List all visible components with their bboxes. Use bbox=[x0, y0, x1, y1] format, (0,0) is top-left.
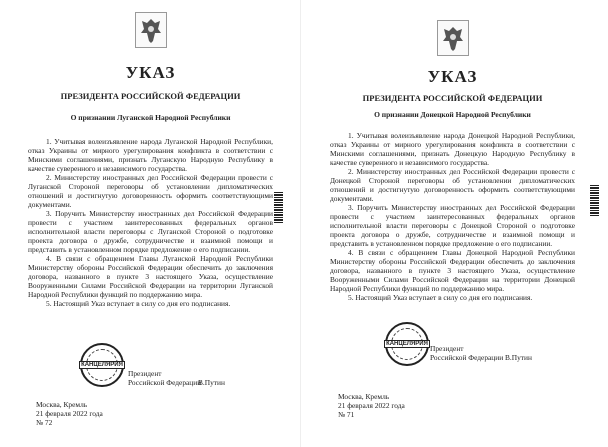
office-stamp: КАНЦЕЛЯРИЯ bbox=[385, 322, 429, 366]
decree-place-date: Москва, Кремль 21 февраля 2022 года № 72 bbox=[36, 400, 103, 427]
signature-name: В.Путин bbox=[198, 378, 225, 387]
barcode bbox=[274, 192, 283, 224]
decree-heading: УКАЗ bbox=[427, 67, 478, 86]
decree-heading: УКАЗ bbox=[125, 63, 176, 82]
decree-body bbox=[28, 137, 273, 308]
paragraph: 2. Министерству иностранных дел Российской Федерации провести с Донецкой Стороной переговоры об установлении дипломатических отношений и достигнутую договоренность оформить соответствующими документами. bbox=[330, 167, 575, 203]
decree-subheading: ПРЕЗИДЕНТА РОССИЙСКОЙ ФЕДЕРАЦИИ bbox=[362, 93, 543, 103]
decree-subheading: ПРЕЗИДЕНТА РОССИЙСКОЙ ФЕДЕРАЦИИ bbox=[60, 91, 241, 101]
coat-of-arms-icon bbox=[437, 20, 469, 56]
office-stamp: КАНЦЕЛЯРИЯ bbox=[80, 343, 124, 387]
signature-title: Президент Российской Федерации bbox=[128, 369, 202, 387]
paragraph: 5. Настоящий Указ вступает в силу со дня его подписания. bbox=[46, 299, 231, 308]
paragraph: 1. Учитывая волеизъявление народа Донецкой Народной Республики, отказ Украины от мирного урегулирования конфликта в соответствии с Минскими соглашениями, признать Донецкую Народную Республику в качестве суверенного и независимого государства. bbox=[330, 131, 575, 167]
page-divider bbox=[300, 0, 301, 447]
paragraph: 1. Учитывая волеизъявление народа Луганской Народной Республики, отказ Украины от мирного урегулирования конфликта в соответствии с Минскими соглашениями, признать Луганскую Народную Республику в качестве суверенного и независимого государства. bbox=[28, 137, 273, 173]
paragraph: 2. Министерству иностранных дел Российской Федерации провести с Луганской Стороной переговоры об установлении дипломатических отношений и достигнутую договоренность оформить соответствующими документами. bbox=[28, 173, 273, 209]
decree-title: О признании Донецкой Народной Республики bbox=[374, 110, 531, 119]
barcode bbox=[590, 185, 599, 217]
coat-of-arms-icon bbox=[135, 12, 167, 48]
decree-place-date: Москва, Кремль 21 февраля 2022 года № 71 bbox=[338, 392, 405, 419]
paragraph: 5. Настоящий Указ вступает в силу со дня его подписания. bbox=[348, 293, 533, 302]
paragraph: 4. В связи с обращением Главы Донецкой Народной Республики Министерству обороны Российской Федерации обеспечить до заключения договора, названного в пункте 3 настоящего Указа, осуществление Вооруженными Силами Российской Федерации на территории Донецкой Народной Республики функций по поддержанию мира. bbox=[330, 248, 575, 293]
paragraph: 3. Поручить Министерству иностранных дел Российской Федерации провести с участием заинтересованных федеральных органов исполнительной власти переговоры с Луганской Стороной о подготовке проекта договора о дружбе, сотрудничестве и взаимной помощи и представить в установленном порядке предложение о его подписании. bbox=[28, 209, 273, 254]
decree-body bbox=[330, 131, 575, 302]
signature-title: Президент Российской Федерации bbox=[430, 344, 504, 362]
paragraph: 4. В связи с обращением Главы Луганской Народной Республики Министерству обороны Российской Федерации обеспечить до заключения договора, названного в пункте 3 настоящего Указа, осуществление Вооруженными Силами Российской Федерации на территории Луганской Народной Республики функций по поддержанию мира. bbox=[28, 254, 273, 299]
paragraph: 3. Поручить Министерству иностранных дел Российской Федерации провести с участием заинтересованных федеральных органов исполнительной власти переговоры с Донецкой Стороной о подготовке проекта договора о дружбе, сотрудничестве и взаимной помощи и представить в установленном порядке предложение о его подписании. bbox=[330, 203, 575, 248]
decree-title: О признании Луганской Народной Республики bbox=[70, 113, 231, 122]
signature-name: В.Путин bbox=[505, 353, 532, 362]
